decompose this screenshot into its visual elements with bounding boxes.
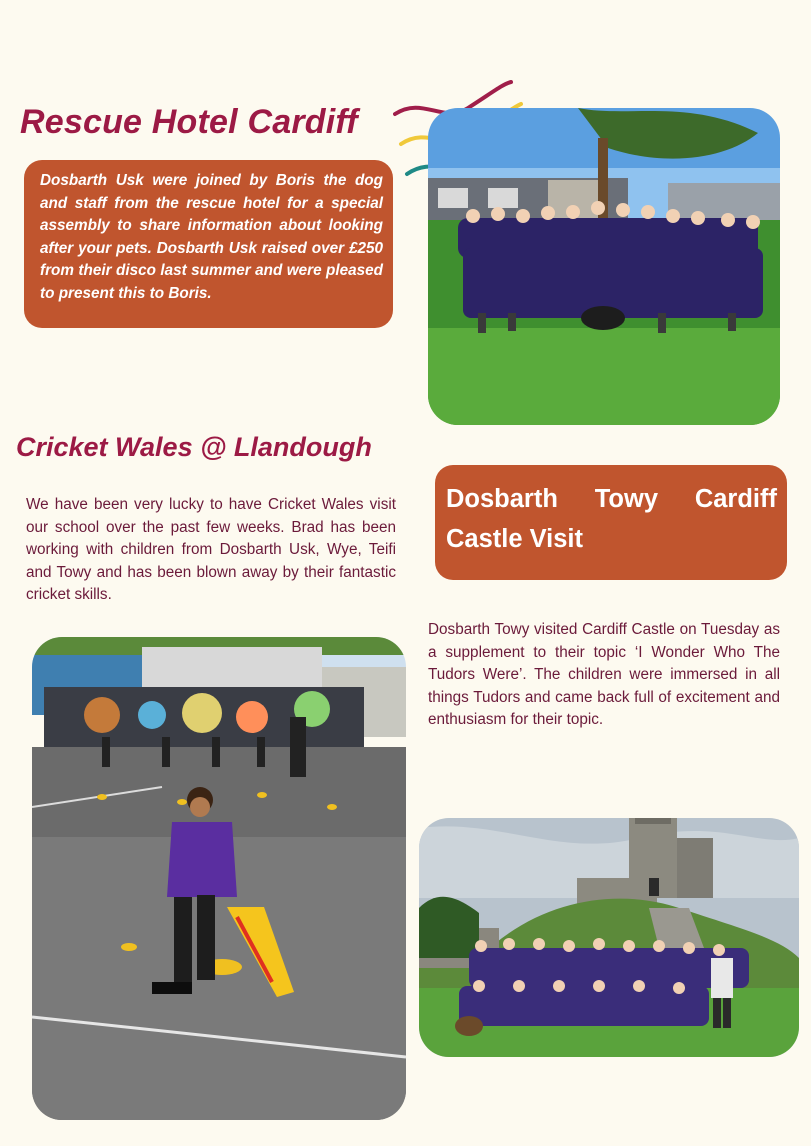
rescue-hotel-body: Dosbarth Usk were joined by Boris the dog and staff from the rescue hotel for a special assembly to share information about looking after your pets. Dosbarth Usk raised over £250 from their disco last summer and were pleased to present this to Boris. [40,172,383,302]
towy-castle-title-box [435,465,787,580]
rescue-hotel-text-box [24,160,393,328]
rescue-hotel-photo [428,108,780,425]
towy-castle-body: Dosbarth Towy visited Cardiff Castle on Tuesday as a supplement to their topic ‘I Wonder Who The Tudors Were’. The children were immersed in all things Tudors and came back full of excitement and enthusiasm for their topic. [428,621,780,729]
towy-castle-title: Dosbarth Towy Cardiff Castle Visit [446,485,777,553]
cricket-wales-title: Cricket Wales @ Llandough [16,432,372,462]
cricket-wales-body: We have been very lucky to have Cricket Wales visit our school over the past few weeks. Brad has been working with children from Dosbarth Usk, Wye, Teifi and Towy and has been blown away by their fantastic cricket skills. [26,496,396,604]
cricket-photo [32,637,406,1120]
cardiff-castle-photo [419,818,799,1057]
rescue-hotel-title: Rescue Hotel Cardiff [20,103,358,141]
